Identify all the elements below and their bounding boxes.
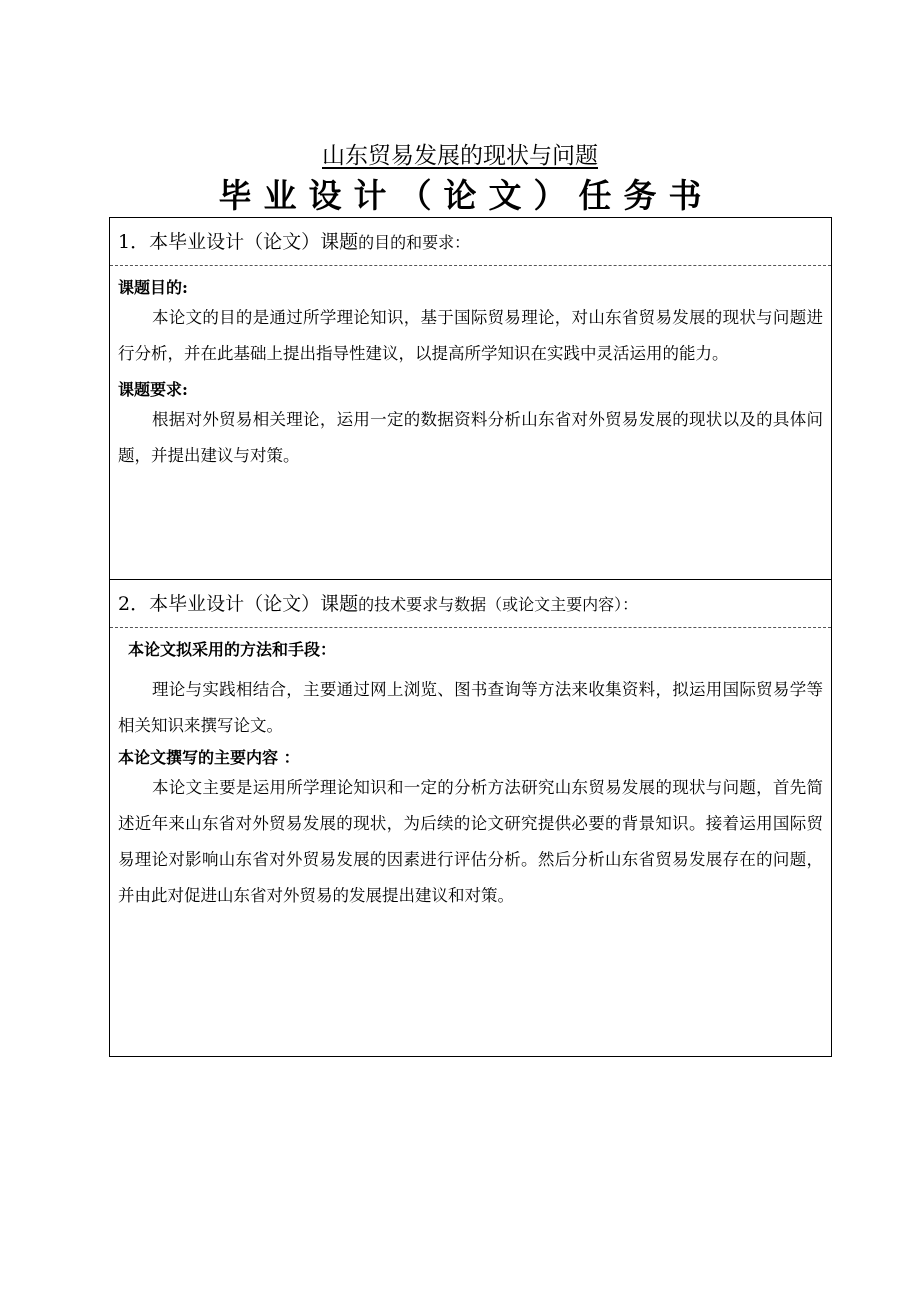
section-technical-content — [110, 579, 831, 1056]
methods-text: 理论与实践相结合，主要通过网上浏览、图书查询等方法来收集资料，拟运用国际贸易学等相关知识来撰写论文。 — [118, 680, 823, 735]
section-purpose-requirements — [110, 218, 831, 579]
section-1-header-main: 1．本毕业设计（论文）课题 — [118, 231, 359, 253]
document-title: 山东贸易发展的现状与问题 — [322, 143, 598, 169]
section-2-body — [110, 628, 831, 914]
content-text: 本论文主要是运用所学理论知识和一定的分析方法研究山东贸易发展的现状与问题，首先简述近年来山东省对外贸易发展的现状，为后续的论文研究提供必要的背景知识。接着运用国际贸易理论对影响山东省对外贸易发展的因素进行评估分析。然后分析山东省贸易发展存在的问题，并由此对促进山东省对外贸易的发展提出建议和对策。 — [118, 778, 823, 905]
purpose-text: 本论文的目的是通过所学理论知识，基于国际贸易理论，对山东省贸易发展的现状与问题进行分析，并在此基础上提出指导性建议，以提高所学知识在实践中灵活运用的能力。 — [118, 308, 823, 363]
section-2-header-tail: 的技术要求与数据（或论文主要内容）： — [358, 595, 639, 614]
section-2-header-main: 2．本毕业设计（论文）课题 — [118, 593, 359, 615]
task-form-table — [109, 217, 832, 1057]
section-1-header-tail: 的目的和要求： — [358, 233, 471, 252]
content-label: 本论文撰写的主要内容 ： — [118, 748, 300, 767]
document-heading: 毕业设计（论文）任务书 — [218, 176, 714, 215]
section-1-header — [110, 218, 831, 266]
methods-label: 本论文拟采用的方法和手段： — [128, 640, 337, 659]
section-1-body — [110, 266, 831, 474]
section-2-header — [110, 580, 831, 628]
requirement-label: 课题要求: — [118, 380, 188, 399]
requirement-text: 根据对外贸易相关理论，运用一定的数据资料分析山东省对外贸易发展的现状以及的具体问题，并提出建议与对策。 — [118, 410, 823, 465]
purpose-label: 课题目的: — [118, 278, 188, 297]
